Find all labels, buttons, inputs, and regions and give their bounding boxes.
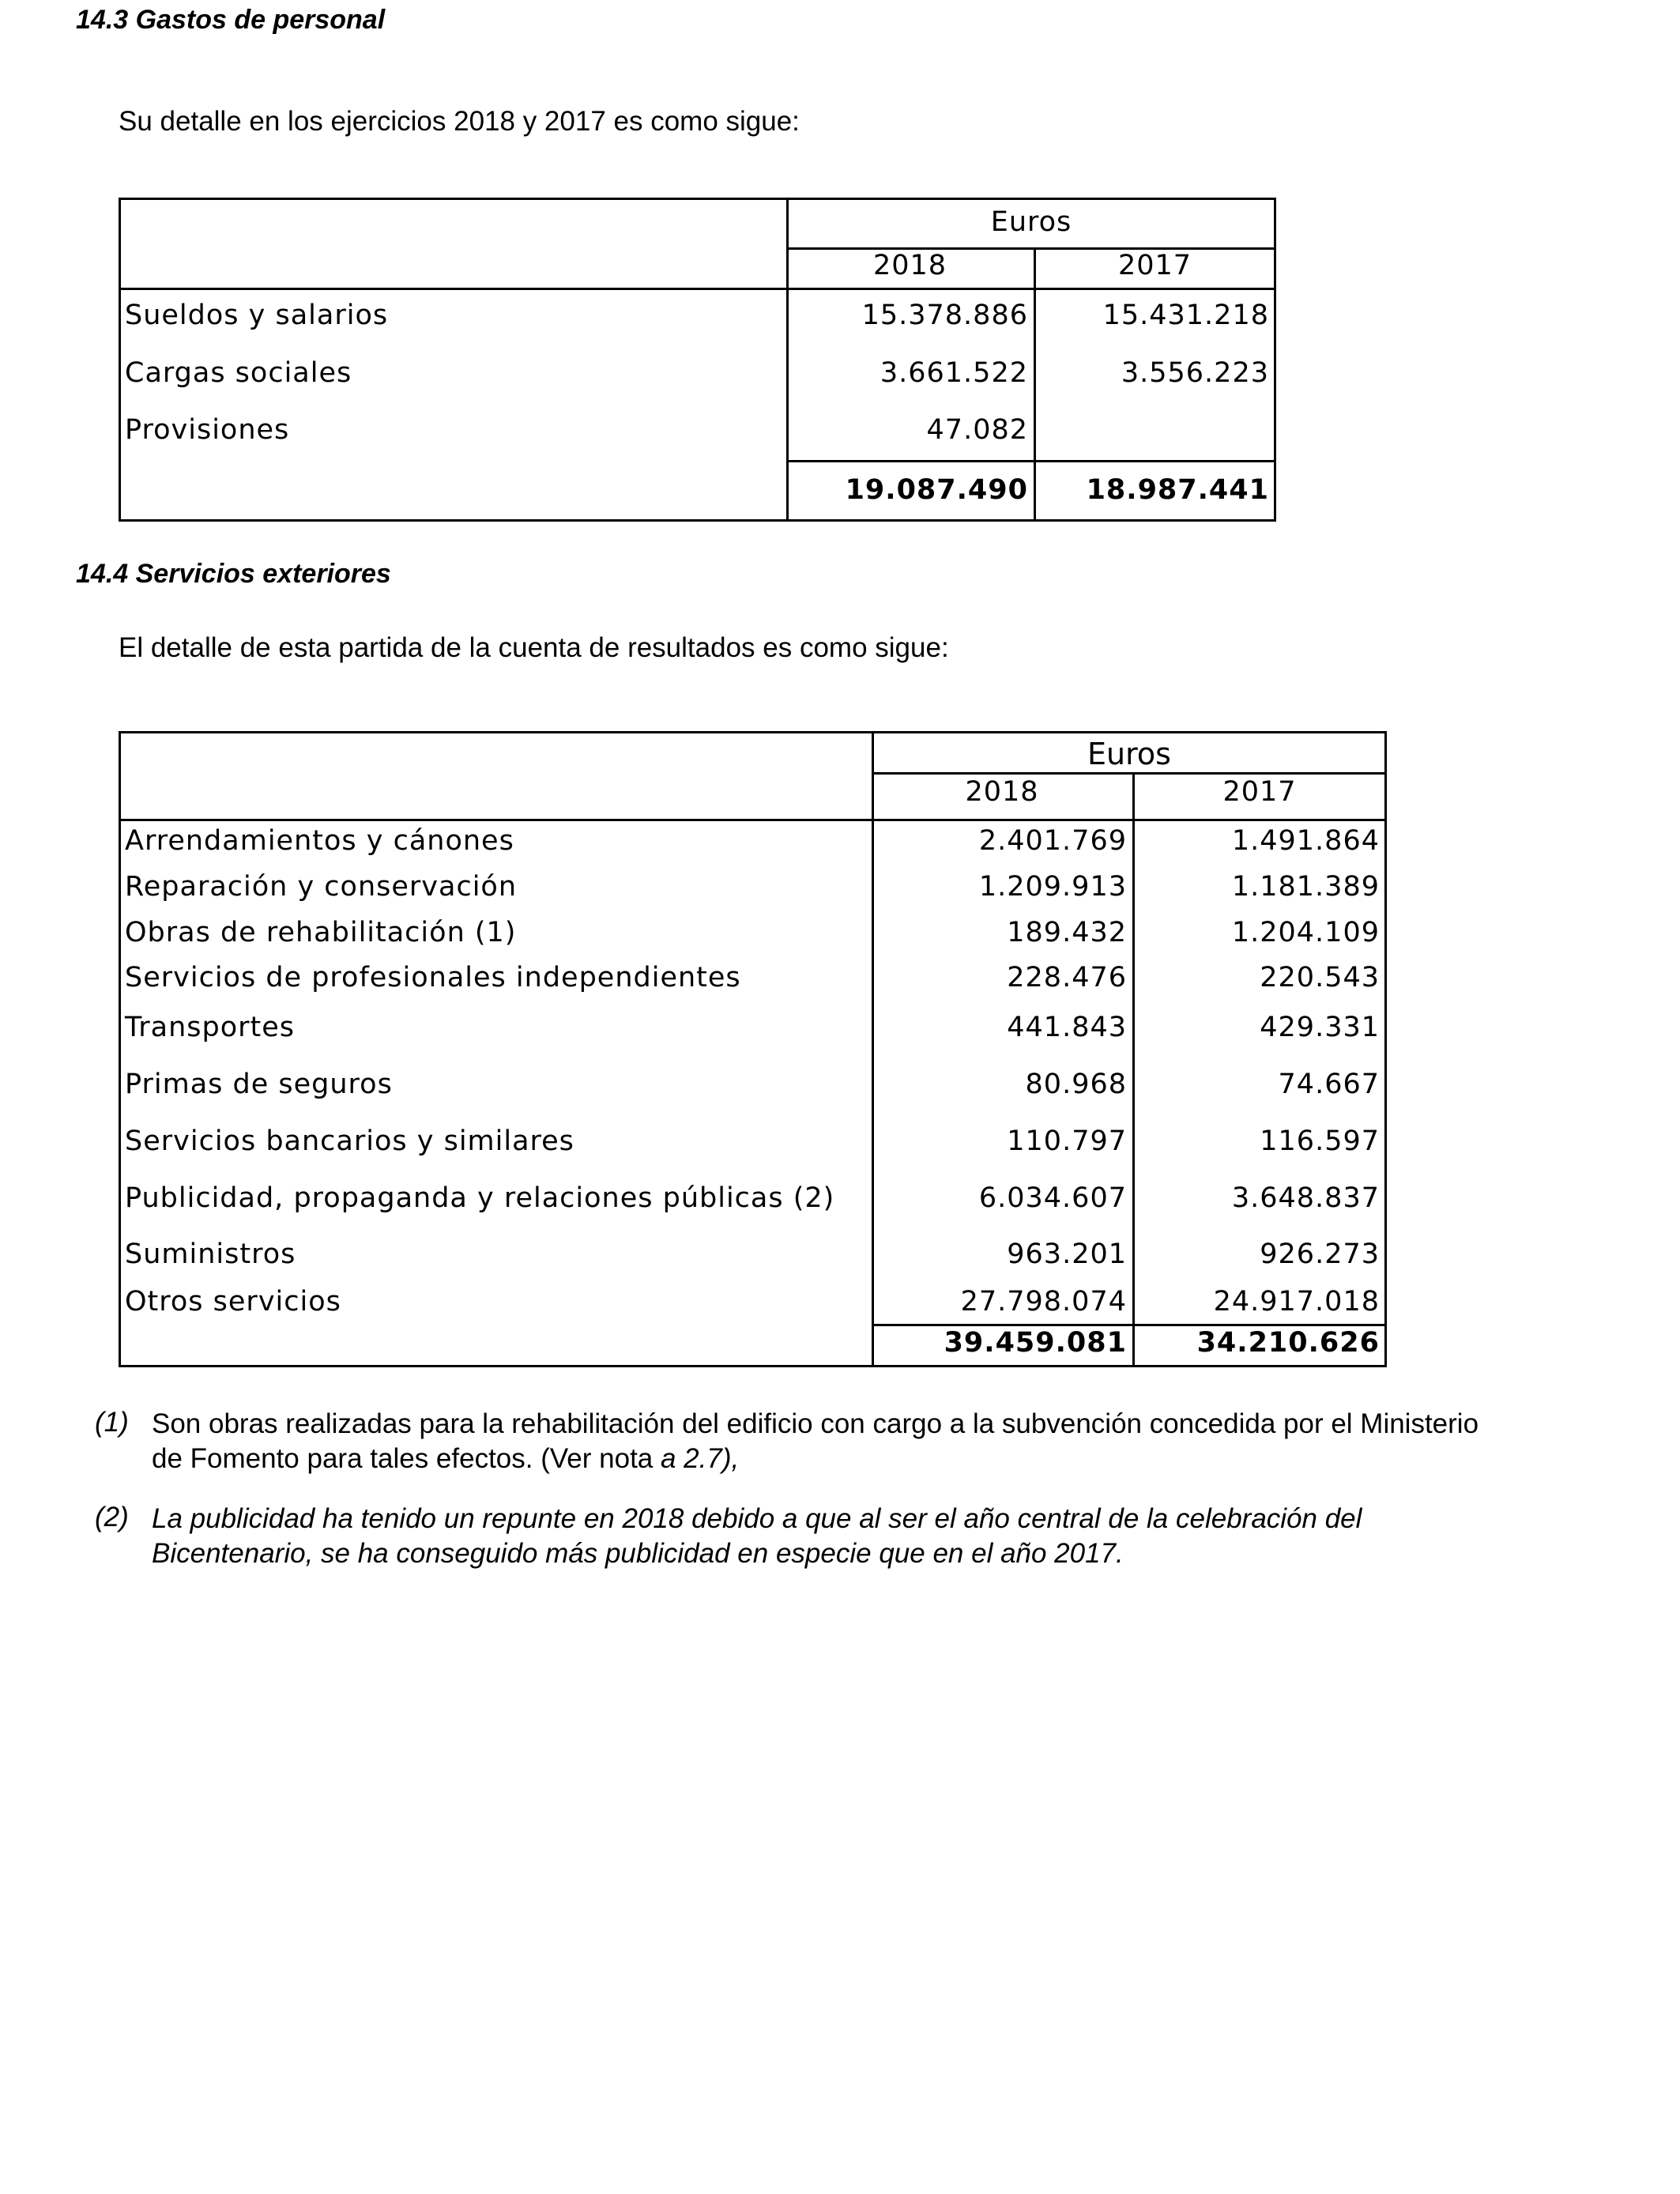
section-heading-14-3: 14.3 Gastos de personal — [76, 5, 386, 35]
row-value-2018: 3.661.522 — [880, 357, 1028, 389]
row-value-2017: 429.331 — [1260, 1012, 1380, 1043]
row-label: Publicidad, propaganda y relaciones públicas (2) — [125, 1182, 835, 1214]
row-value-2018: 1.209.913 — [978, 871, 1127, 903]
footnote-text-line: La publicidad ha tenido un repunte en 2018 debido a que al ser el año central de la celebración del — [152, 1503, 1362, 1534]
total-value-2017: 34.210.626 — [1196, 1327, 1380, 1359]
row-value-2017: 1.491.864 — [1231, 825, 1380, 857]
currency-header: Euros — [1087, 737, 1171, 771]
footnote-marker: (1) — [95, 1407, 129, 1438]
row-value-2017: 1.204.109 — [1231, 917, 1380, 948]
row-value-2017: 15.431.218 — [1102, 300, 1269, 331]
row-value-2018: 80.968 — [1025, 1069, 1127, 1100]
row-value-2017: 116.597 — [1260, 1125, 1380, 1157]
footnote-marker: (2) — [95, 1502, 129, 1532]
row-label: Transportes — [125, 1012, 296, 1043]
footnote-text-line: Bicentenario, se ha conseguido más publicidad en especie que en el año 2017. — [152, 1538, 1124, 1569]
total-value-2018: 19.087.490 — [845, 474, 1028, 506]
year-header-2017: 2017 — [1222, 776, 1297, 808]
row-value-2018: 15.378.886 — [861, 300, 1028, 331]
row-label: Otros servicios — [125, 1286, 341, 1318]
row-value-2018: 228.476 — [1007, 962, 1127, 993]
footnote-text-line: Son obras realizadas para la rehabilitación del edificio con cargo a la subvención concedida por el Ministerio — [152, 1408, 1479, 1439]
row-value-2017: 3.648.837 — [1231, 1182, 1380, 1214]
row-label: Sueldos y salarios — [125, 300, 389, 331]
row-label: Cargas sociales — [125, 357, 352, 389]
row-value-2018: 110.797 — [1007, 1125, 1127, 1157]
currency-header: Euros — [990, 206, 1072, 238]
row-value-2017: 220.543 — [1260, 962, 1380, 993]
row-value-2017: 1.181.389 — [1231, 871, 1380, 903]
row-value-2017: 3.556.223 — [1121, 357, 1269, 389]
year-header-2018: 2018 — [872, 250, 947, 281]
row-value-2018: 6.034.607 — [978, 1182, 1127, 1214]
row-value-2017: 926.273 — [1260, 1238, 1380, 1270]
total-value-2017: 18.987.441 — [1086, 474, 1269, 506]
row-value-2017: 74.667 — [1278, 1069, 1380, 1100]
row-label: Reparación y conservación — [125, 871, 518, 903]
row-label: Provisiones — [125, 414, 290, 446]
section-intro-14-3: Su detalle en los ejercicios 2018 y 2017 es como sigue: — [119, 106, 800, 137]
row-label: Obras de rehabilitación (1) — [125, 917, 517, 948]
row-value-2018: 441.843 — [1007, 1012, 1127, 1043]
row-value-2018: 47.082 — [926, 414, 1028, 446]
row-value-2018: 963.201 — [1007, 1238, 1127, 1270]
row-label: Suministros — [125, 1238, 296, 1270]
section-intro-14-4: El detalle de esta partida de la cuenta de resultados es como sigue: — [119, 632, 949, 663]
row-label: Arrendamientos y cánones — [125, 825, 514, 857]
row-value-2018: 27.798.074 — [960, 1286, 1127, 1318]
row-label: Primas de seguros — [125, 1069, 393, 1100]
year-header-2017: 2017 — [1117, 250, 1192, 281]
year-header-2018: 2018 — [965, 776, 1039, 808]
row-value-2018: 189.432 — [1007, 917, 1127, 948]
section-heading-14-4: 14.4 Servicios exteriores — [76, 559, 391, 589]
footnote-text-line: de Fomento para tales efectos. (Ver nota a 2.7), — [152, 1443, 740, 1474]
row-value-2017: 24.917.018 — [1213, 1286, 1380, 1318]
row-value-2018: 2.401.769 — [978, 825, 1127, 857]
total-value-2018: 39.459.081 — [944, 1327, 1127, 1359]
row-label: Servicios de profesionales independientes — [125, 962, 741, 993]
row-label: Servicios bancarios y similares — [125, 1125, 574, 1157]
